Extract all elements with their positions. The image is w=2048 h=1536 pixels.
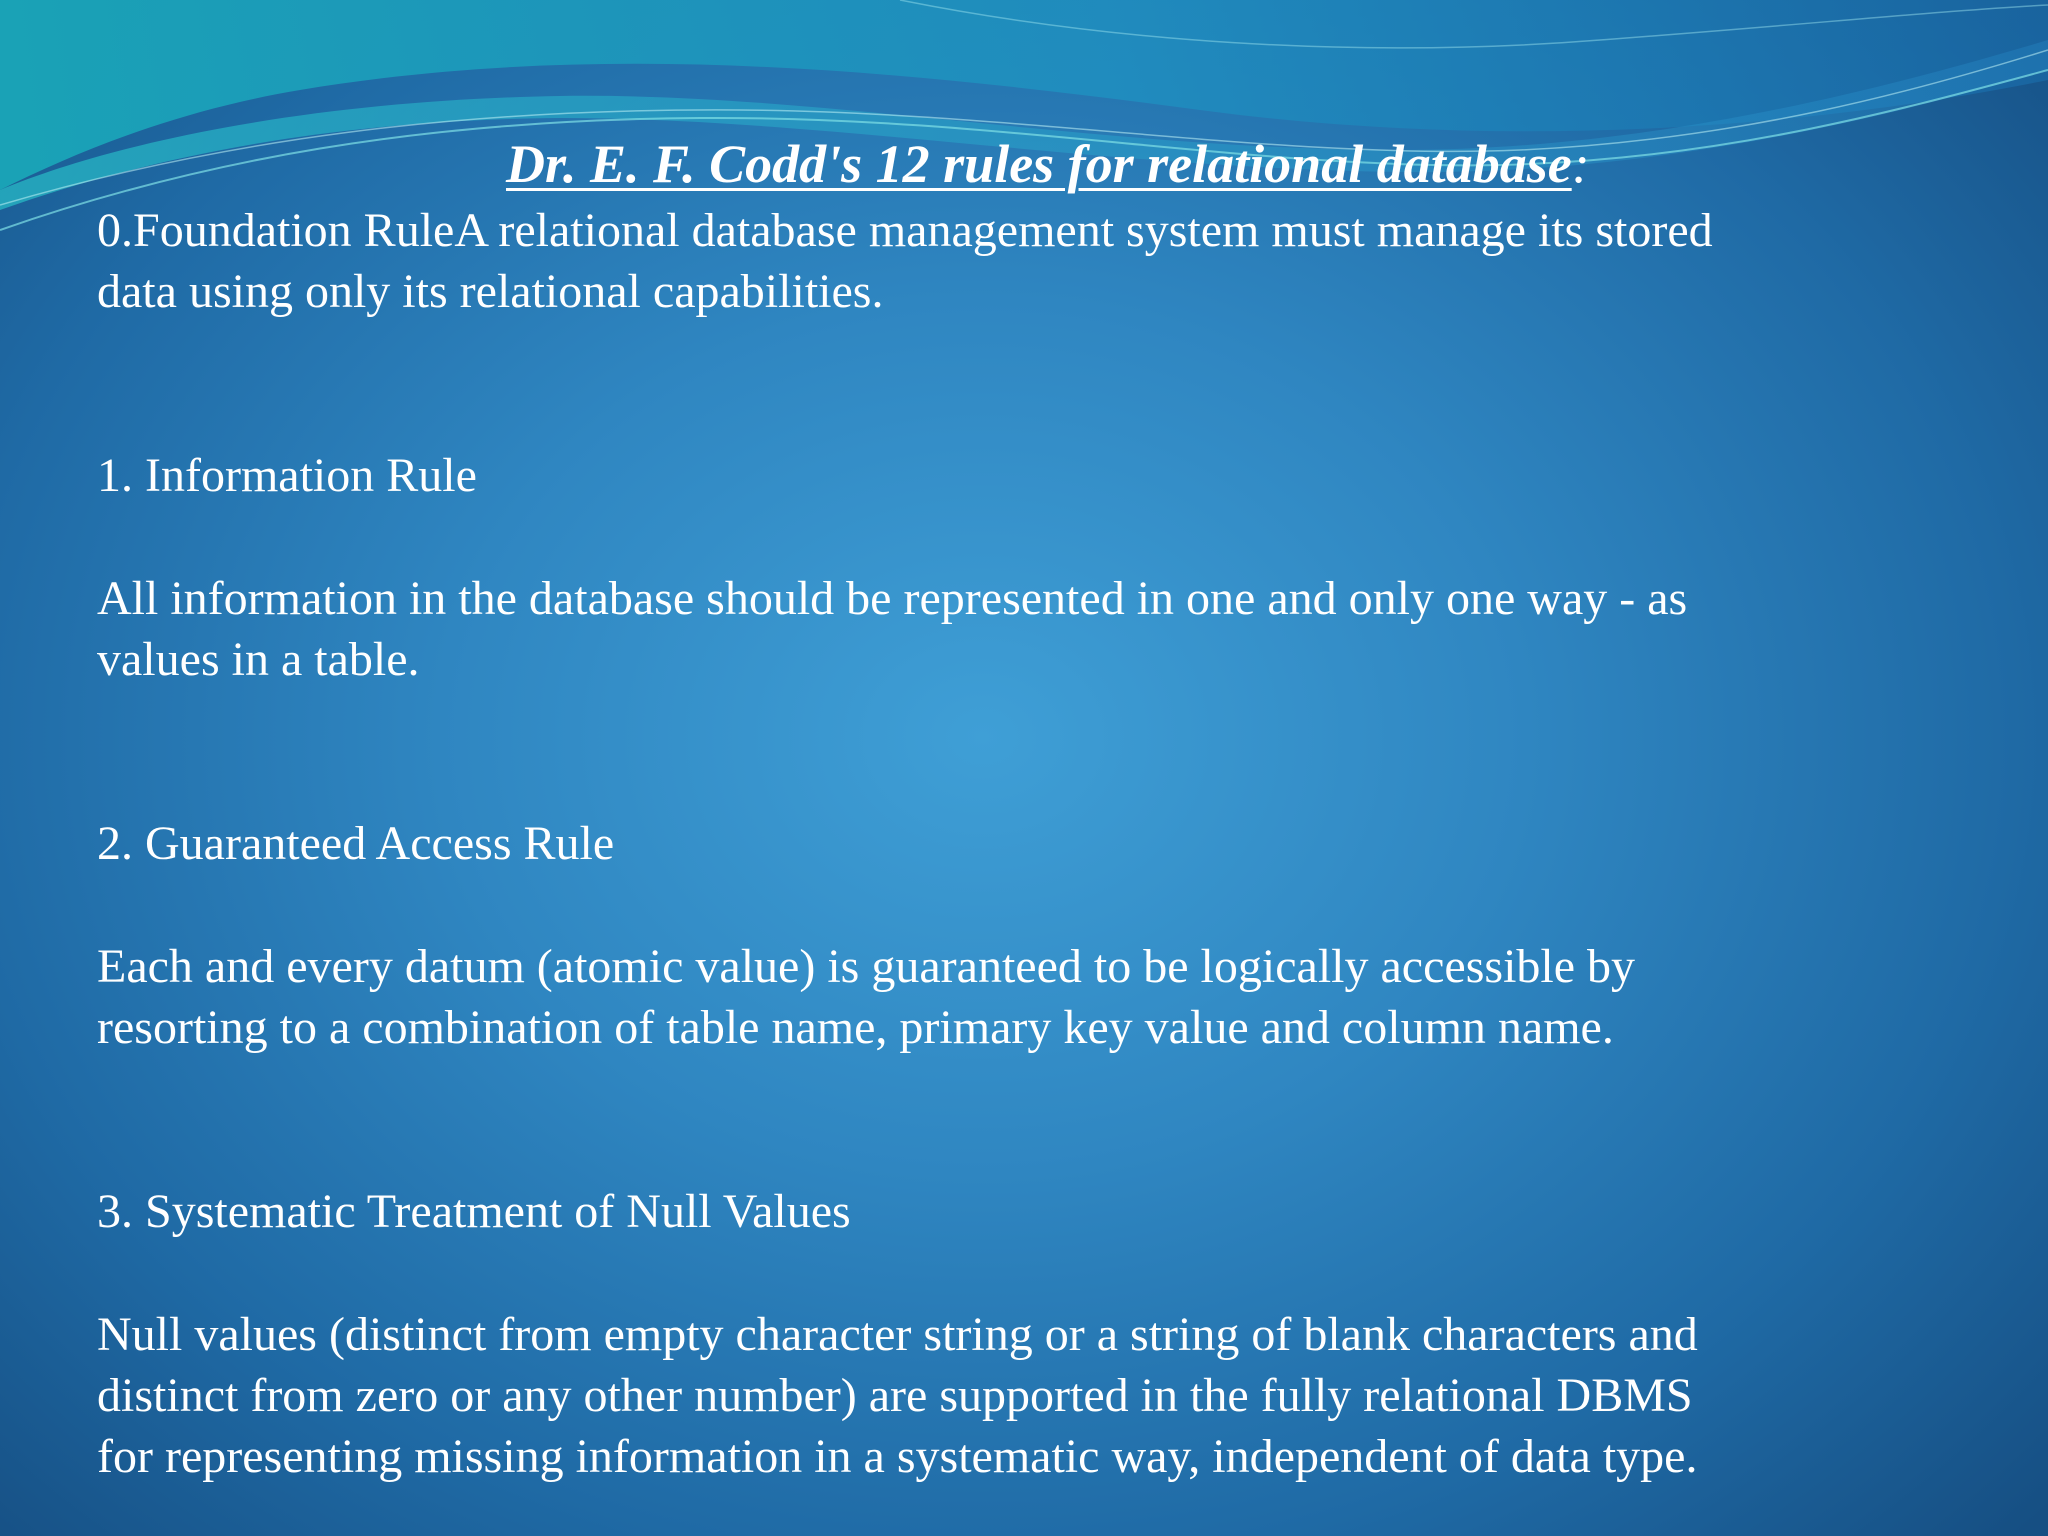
rule-3-title: 3. Systematic Treatment of Null Values (97, 1185, 851, 1238)
rule-1-line-2: values in a table. (97, 633, 420, 686)
rule-1-line-1: All information in the database should be represented in one and only one way - as (97, 572, 1688, 625)
rule-1-text (97, 568, 1997, 690)
rule-2-title: 2. Guaranteed Access Rule (97, 817, 615, 870)
rule-3-line-3: for representing missing information in a systematic way, independent of data type. (97, 1430, 1698, 1483)
rule-0-line-1: 0.Foundation RuleA relational database management system must manage its stored (97, 204, 1713, 257)
rule-2-line-2: resorting to a combination of table name, primary key value and column name. (97, 1001, 1614, 1054)
slide-title-colon: : (1571, 134, 1590, 194)
rule-1-title: 1. Information Rule (97, 449, 477, 502)
rule-0-text (97, 200, 1997, 322)
rule-2-line-1: Each and every datum (atomic value) is guaranteed to be logically accessible by (97, 940, 1636, 993)
rule-3-text (97, 1304, 1997, 1487)
rule-0-line-2: data using only its relational capabilities. (97, 265, 884, 318)
rule-3-line-2: distinct from zero or any other number) are supported in the fully relational DBMS (97, 1369, 1693, 1422)
rule-3-line-1: Null values (distinct from empty character string or a string of blank characters and (97, 1308, 1698, 1361)
slide-title-text: Dr. E. F. Codd's 12 rules for relational database (506, 134, 1572, 194)
slide-content (97, 200, 1997, 1487)
slide-title (506, 130, 1590, 198)
rule-2-text (97, 936, 1997, 1058)
